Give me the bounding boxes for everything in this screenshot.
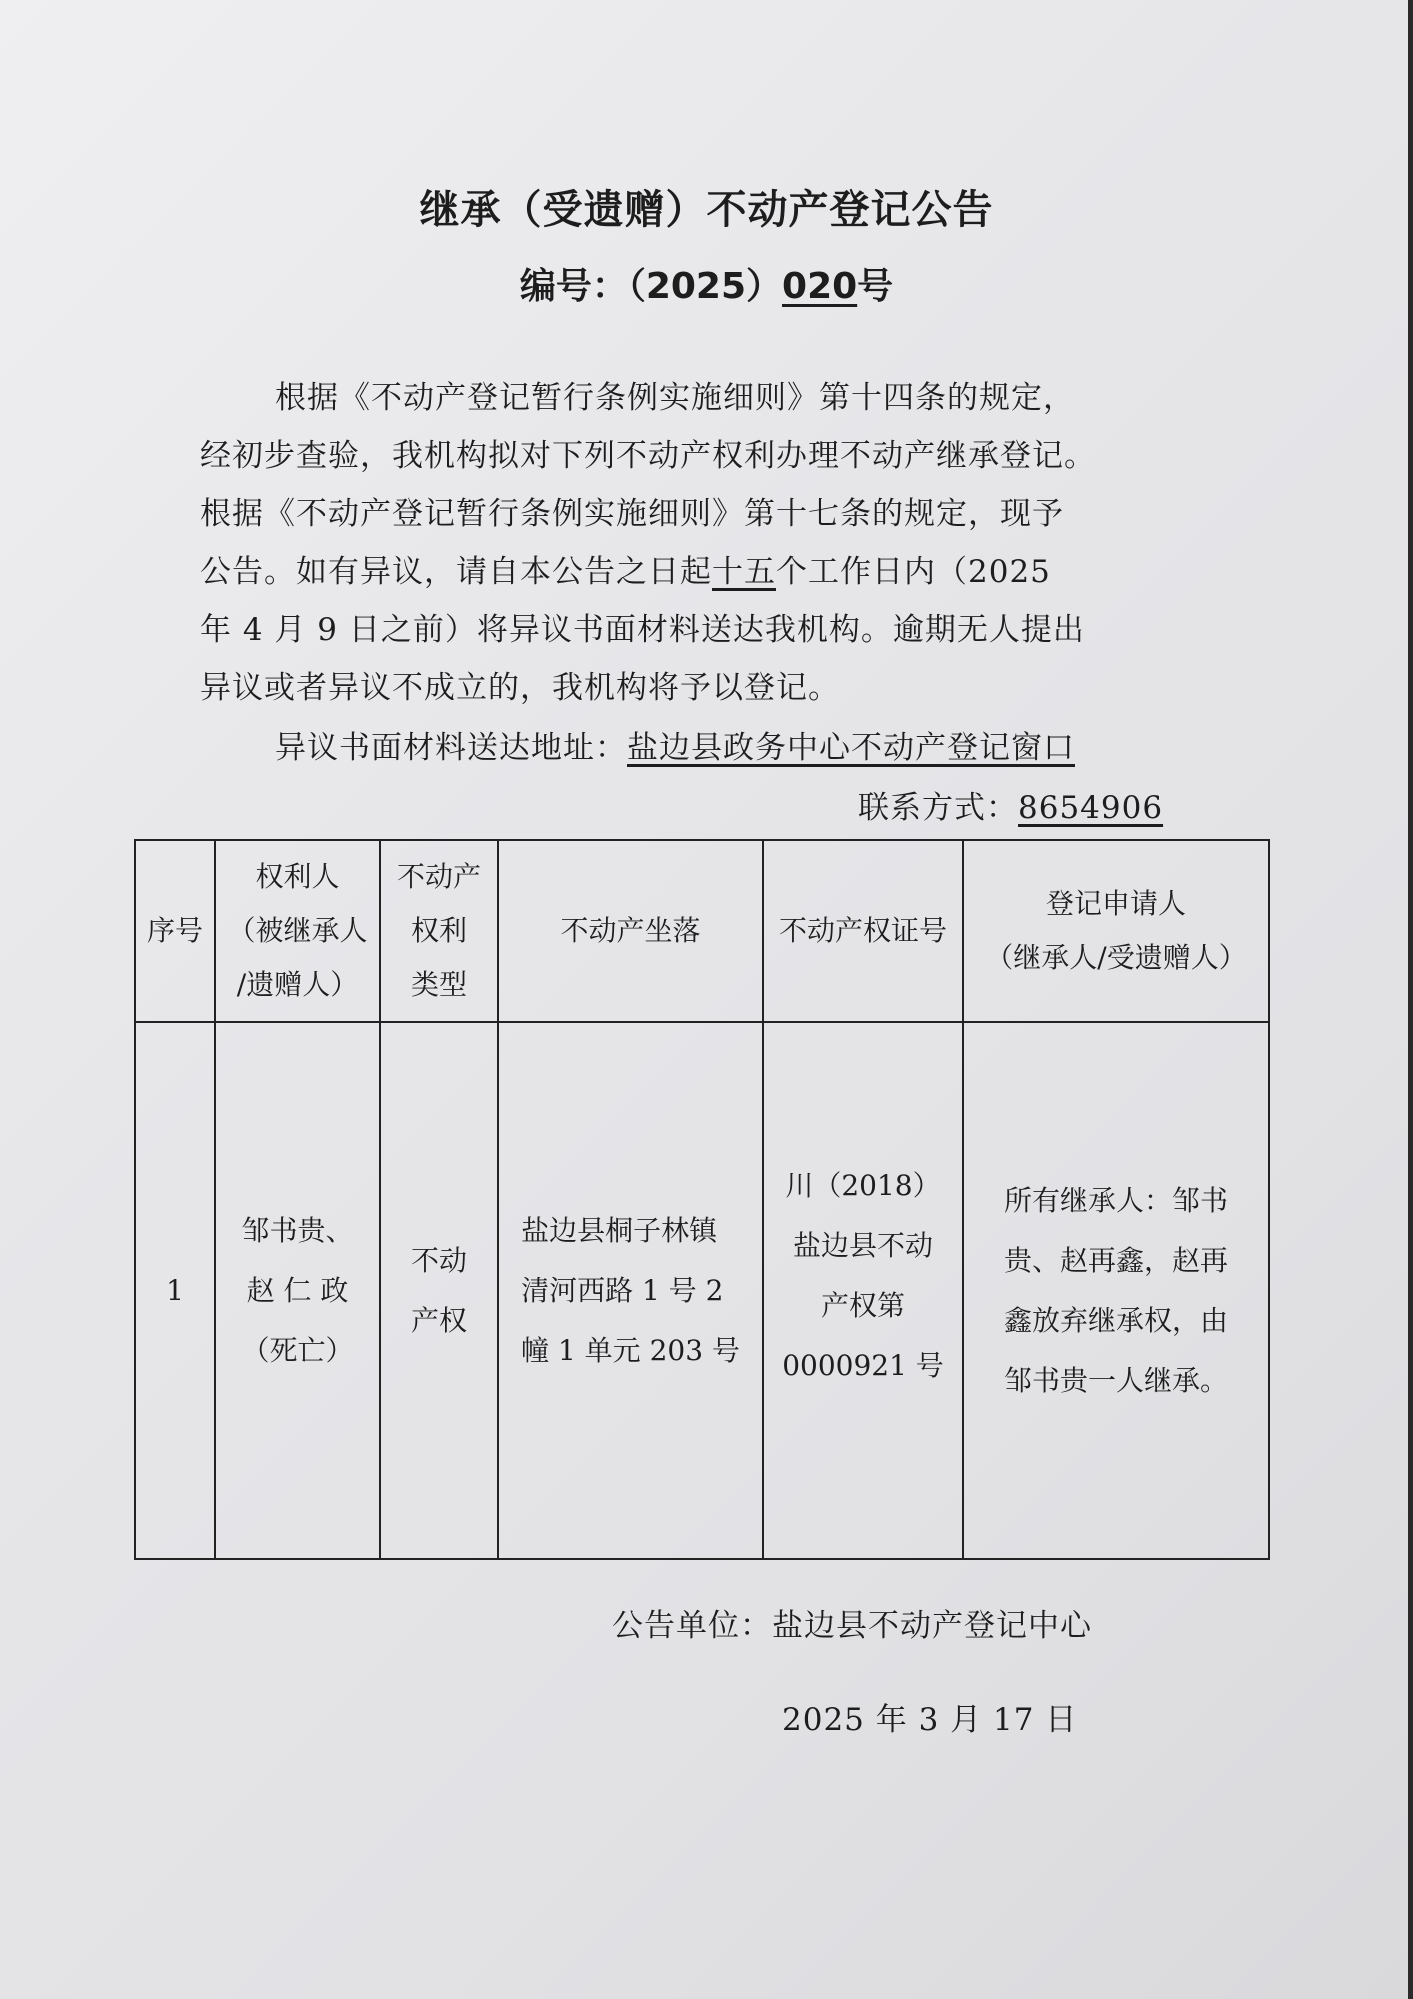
objection-address-value: 盐边县政务中心不动产登记窗口 bbox=[627, 730, 1075, 766]
issuer bbox=[612, 1600, 1092, 1645]
cell-certificate: 川（2018） 盐边县不动 产权第 0000921 号 bbox=[763, 1022, 963, 1559]
registration-table bbox=[134, 839, 1270, 1560]
body-line-4 bbox=[200, 546, 1051, 591]
cell-seq: 1 bbox=[135, 1022, 215, 1559]
body-line-2: 经初步查验，我机构拟对下列不动产权利办理不动产继承登记。 bbox=[200, 438, 1096, 474]
body-line-4-part-a: 公告。如有异议，请自本公告之日起 bbox=[200, 554, 712, 590]
issuer-label: 公告单位： bbox=[612, 1608, 772, 1644]
body-line-5: 年 4 月 9 日之前）将异议书面材料送达我机构。逾期无人提出 bbox=[200, 612, 1085, 648]
header-holder: 权利人 （被继承人 /遗赠人） bbox=[215, 840, 380, 1022]
contact-phone: 8654906 bbox=[1018, 790, 1164, 826]
page-title: 继承（受遗赠）不动产登记公告 bbox=[419, 187, 994, 233]
header-location: 不动产坐落 bbox=[498, 840, 763, 1022]
header-seq: 序号 bbox=[135, 840, 215, 1022]
objection-address-label: 异议书面材料送达地址： bbox=[275, 730, 627, 766]
header-applicant: 登记申请人 （继承人/受遗赠人） bbox=[963, 840, 1269, 1022]
objection-address bbox=[275, 722, 1075, 767]
header-certificate: 不动产权证号 bbox=[763, 840, 963, 1022]
document-number-suffix: 号 bbox=[857, 266, 894, 307]
document-number-value: 020 bbox=[782, 266, 858, 307]
body-line-3: 根据《不动产登记暂行条例实施细则》第十七条的规定，现予 bbox=[200, 496, 1064, 532]
cell-right-type: 不动 产权 bbox=[380, 1022, 498, 1559]
cell-applicant: 所有继承人：邹书 贵、赵再鑫，赵再 鑫放弃继承权，由 邹书贵一人继承。 bbox=[963, 1022, 1269, 1559]
body-line-6: 异议或者异议不成立的，我机构将予以登记。 bbox=[200, 670, 840, 706]
issue-date: 2025 年 3 月 17 日 bbox=[782, 1702, 1078, 1738]
header-right-type: 不动产 权利 类型 bbox=[380, 840, 498, 1022]
body-line-4-part-b: 个工作日内（2025 bbox=[776, 554, 1051, 590]
cell-holder: 邹书贵、 赵 仁 政 （死亡） bbox=[215, 1022, 380, 1559]
table-row bbox=[135, 1022, 1269, 1559]
issuer-name: 盐边县不动产登记中心 bbox=[772, 1608, 1092, 1644]
cell-location: 盐边县桐子林镇 清河西路 1 号 2 幢 1 单元 203 号 bbox=[498, 1022, 763, 1559]
document-number bbox=[0, 258, 1413, 309]
contact-info bbox=[858, 782, 1163, 827]
contact-label: 联系方式： bbox=[858, 790, 1018, 826]
deadline-days: 十五 bbox=[712, 554, 776, 590]
table-header-row bbox=[135, 840, 1269, 1022]
body-line-1: 根据《不动产登记暂行条例实施细则》第十四条的规定， bbox=[275, 380, 1075, 416]
document-number-prefix: 编号：（2025） bbox=[519, 266, 783, 307]
